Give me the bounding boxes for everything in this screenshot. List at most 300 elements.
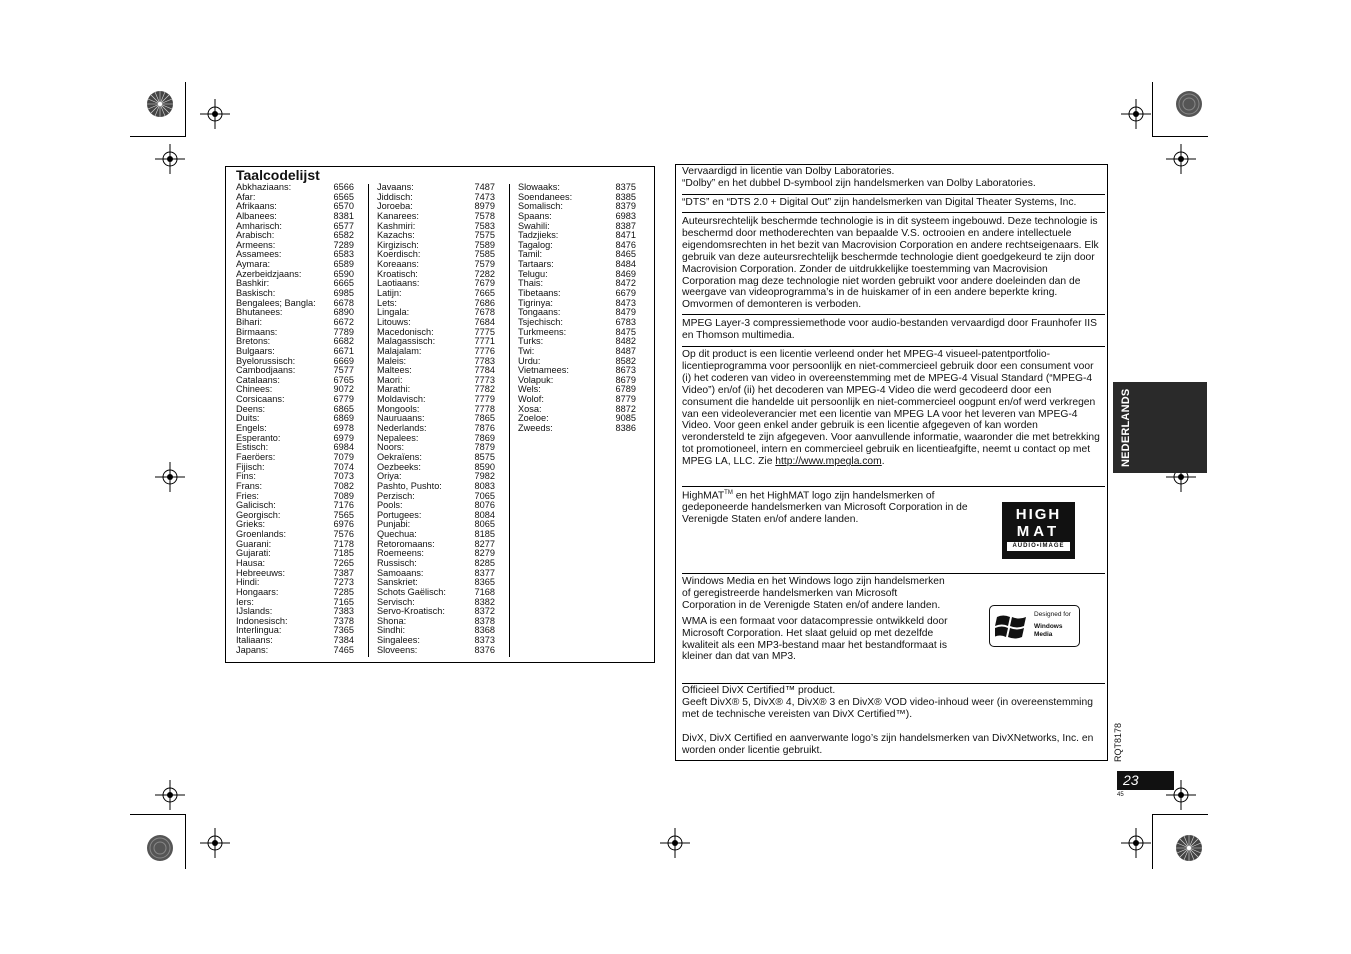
language-name: Malagassisch: xyxy=(377,336,436,347)
language-code: 8084 xyxy=(474,509,495,520)
windows-flag-icon xyxy=(995,611,1031,641)
mp3-notice xyxy=(682,318,1102,342)
language-code: 7779 xyxy=(474,394,495,405)
language-name: Grieks: xyxy=(236,519,266,530)
language-name: Jiddisch: xyxy=(377,191,413,202)
language-name: Catalaans: xyxy=(236,374,280,385)
language-name: Kroatisch: xyxy=(377,268,418,279)
language-code: 7982 xyxy=(474,471,495,482)
doc-code xyxy=(1113,722,1137,762)
language-name: Aymara: xyxy=(236,259,271,270)
language-column xyxy=(236,183,354,655)
language-code: 6789 xyxy=(615,384,636,395)
divider xyxy=(682,314,1105,315)
crop-line xyxy=(1152,814,1153,869)
language-name: Esperanto: xyxy=(236,432,281,443)
language-name: Corsicaans: xyxy=(236,394,285,405)
language-name: Hebreeuws: xyxy=(236,567,286,578)
language-code: 8779 xyxy=(615,394,636,405)
language-name: Guarani: xyxy=(236,538,272,549)
language-name: Kashmiri: xyxy=(377,220,416,231)
language-code: 7876 xyxy=(474,423,495,434)
language-name: Bhutanees: xyxy=(236,307,283,318)
language-name: Marathi: xyxy=(377,384,411,395)
language-name: Twi: xyxy=(518,345,535,356)
language-code: 6577 xyxy=(333,220,354,231)
dolby-text: “Dolby” en het dubbel D-symbool zijn handelsmerken van Dolby Laboratories. xyxy=(682,177,1036,189)
language-name: Sindhi: xyxy=(377,625,406,636)
logo-text: Windows xyxy=(1034,623,1063,630)
divider xyxy=(682,212,1105,213)
language-name: Punjabi: xyxy=(377,519,411,530)
language-code: 8590 xyxy=(474,461,495,472)
language-name: Tadzjieks: xyxy=(518,230,559,241)
language-code: 7079 xyxy=(333,451,354,462)
language-name: Engels: xyxy=(236,423,267,434)
mpegla-link[interactable]: http://www.mpegla.com xyxy=(775,456,882,468)
language-name: Macedonisch: xyxy=(377,326,434,337)
language-name: Galicisch: xyxy=(236,500,276,511)
side-tab-label: NEDERLANDS xyxy=(1120,388,1132,467)
language-name: Samoaans: xyxy=(377,567,424,578)
language-name: Singalees: xyxy=(377,635,420,646)
language-code: 8482 xyxy=(615,336,636,347)
language-name: Deens: xyxy=(236,403,266,414)
divx-notice xyxy=(682,685,1102,757)
language-code: 6589 xyxy=(333,259,354,270)
table-row xyxy=(377,646,495,656)
language-code: 8575 xyxy=(474,451,495,462)
language-name: Albanees: xyxy=(236,210,277,221)
language-code: 8465 xyxy=(615,249,636,260)
language-code: 6865 xyxy=(333,403,354,414)
language-name: Assamees: xyxy=(236,249,282,260)
macrovision-text: Auteursrechtelijk beschermde technologie is in dit systeem ingebouwd. Deze technologie is beschermd door methoderechten van bepaalde V.S. octrooien en andere intellectuele eigendomsrechten in het bezit van Macrovision Corporation en andere rechtseigenaars. Elk gebruik van deze auteursrechtelijk beschermde technologie dient goedgekeurd te zijn door Macrovision Corporation. Zonder de uitdrukkelijke toestemming van Macrovision Corporation mag deze technologie niet worden gebruikt voor andere doeleinden dan de weergave van videoprogramma’s in de huiskamer of in een andere beperkte kring. Omvormen of demonteren is verboden. xyxy=(682,216,1099,311)
language-code: 7282 xyxy=(474,268,495,279)
language-name: Interlingua: xyxy=(236,625,282,636)
language-name: Perzisch: xyxy=(377,490,415,501)
language-code: 7378 xyxy=(333,615,354,626)
language-name: Sanskriet: xyxy=(377,577,418,588)
divider xyxy=(682,194,1105,195)
registration-rosette-icon xyxy=(1175,90,1203,118)
crosshair-icon xyxy=(200,828,230,858)
language-code: 7773 xyxy=(474,374,495,385)
language-code: 8673 xyxy=(615,365,636,376)
language-name: Telugu: xyxy=(518,268,548,279)
dolby-notice xyxy=(682,166,1102,190)
language-code: 7178 xyxy=(333,538,354,549)
language-name: Servisch: xyxy=(377,596,415,607)
crosshair-icon xyxy=(1166,144,1196,174)
language-code: 8387 xyxy=(615,220,636,231)
language-code: 7577 xyxy=(333,365,354,376)
crop-line xyxy=(1152,814,1208,815)
language-code: 6779 xyxy=(333,394,354,405)
highmat-text: HighMAT xyxy=(682,490,725,502)
language-name: Somalisch: xyxy=(518,201,563,212)
language-name: Bulgaars: xyxy=(236,345,275,356)
language-name: Oriya: xyxy=(377,471,402,482)
language-name: Maltees: xyxy=(377,365,412,376)
language-code: 6682 xyxy=(333,336,354,347)
language-column xyxy=(518,183,636,434)
language-name: Servo-Kroatisch: xyxy=(377,606,445,617)
table-title: Taalcodelijst xyxy=(236,167,320,183)
language-code: 6565 xyxy=(333,191,354,202)
language-name: Faeröers: xyxy=(236,451,276,462)
language-name: Gujarati: xyxy=(236,548,271,559)
language-code: 7579 xyxy=(474,259,495,270)
language-name: Pools: xyxy=(377,500,403,511)
language-code: 6765 xyxy=(333,374,354,385)
language-name: Moldavisch: xyxy=(377,394,426,405)
language-name: Nauruaans: xyxy=(377,413,425,424)
language-code: 7065 xyxy=(474,490,495,501)
crosshair-icon xyxy=(1121,99,1151,129)
doc-code-label: RQT8178 xyxy=(1113,722,1123,762)
language-name: Baskisch: xyxy=(236,288,276,299)
language-code: 8279 xyxy=(474,548,495,559)
trademark-notices xyxy=(675,164,1108,761)
windows-media-logo xyxy=(989,605,1080,647)
language-code: 8368 xyxy=(474,625,495,636)
language-name: Fries: xyxy=(236,490,259,501)
language-code: 7089 xyxy=(333,490,354,501)
language-code: 8472 xyxy=(615,278,636,289)
language-code: 7576 xyxy=(333,529,354,540)
mp3-text: MPEG Layer-3 compressiemethode voor audio-bestanden vervaardigd door Fraunhofer IIS en Thomson multimedia. xyxy=(682,318,1097,341)
dts-text: “DTS” en “DTS 2.0 + Digital Out” zijn handelsmerken van Digital Theater Systems, Inc. xyxy=(682,197,1077,208)
language-code: 8484 xyxy=(615,259,636,270)
language-code: 8377 xyxy=(474,567,495,578)
divider xyxy=(682,486,1105,487)
language-name: Schots Gaëlisch: xyxy=(377,586,446,597)
logo-text: Media xyxy=(1034,631,1053,638)
language-code: 8487 xyxy=(615,345,636,356)
language-name: Abkhaziaans: xyxy=(236,182,292,192)
language-code: 8376 xyxy=(474,644,495,655)
language-name: Spaans: xyxy=(518,210,552,221)
language-code: 8076 xyxy=(474,500,495,511)
macrovision-notice xyxy=(682,216,1102,311)
language-name: Javaans: xyxy=(377,182,414,192)
language-code: 7583 xyxy=(474,220,495,231)
language-code: 7771 xyxy=(474,336,495,347)
crosshair-icon xyxy=(155,144,185,174)
language-name: Joroeba: xyxy=(377,201,413,212)
crop-line xyxy=(130,136,186,137)
language-code: 7185 xyxy=(333,548,354,559)
language-name: Soendanees: xyxy=(518,191,573,202)
language-code: 7273 xyxy=(333,577,354,588)
windows-notice xyxy=(682,576,952,663)
language-name: Azerbeidzjaans: xyxy=(236,268,302,279)
language-name: Tagalog: xyxy=(518,239,553,250)
language-name: Chinees: xyxy=(236,384,273,395)
highmat-logo-line: MAT xyxy=(1016,523,1061,540)
language-code: 7865 xyxy=(474,413,495,424)
crosshair-icon xyxy=(155,462,185,492)
language-name: Hongaars: xyxy=(236,586,279,597)
crop-line xyxy=(130,814,186,815)
language-code: 8277 xyxy=(474,538,495,549)
language-name: Fijisch: xyxy=(236,461,265,472)
language-code: 8382 xyxy=(474,596,495,607)
language-code: 8872 xyxy=(615,403,636,414)
language-name: Slowaaks: xyxy=(518,182,560,192)
language-code: 8372 xyxy=(474,606,495,617)
language-name: Groenlands: xyxy=(236,529,287,540)
language-code: 7678 xyxy=(474,307,495,318)
column-divider xyxy=(509,184,510,657)
language-code: 7265 xyxy=(333,557,354,568)
language-name: Hausa: xyxy=(236,557,266,568)
language-column xyxy=(377,183,495,655)
language-name: Bihari: xyxy=(236,316,263,327)
language-name: Noors: xyxy=(377,442,405,453)
highmat-logo-line: AUDIO•IMAGE xyxy=(1007,542,1070,551)
language-code: 6671 xyxy=(333,345,354,356)
logo-text: Designed for xyxy=(1034,611,1071,618)
highmat-text: en het HighMAT logo zijn handelsmerken of gedeponeerde handelsmerken van Microsoft Corporation in de Verenigde Staten en/of andere landen. xyxy=(682,490,968,526)
language-code: 6978 xyxy=(333,423,354,434)
language-code: 7565 xyxy=(333,509,354,520)
language-code: 7684 xyxy=(474,316,495,327)
divider xyxy=(682,573,1105,574)
language-code: 7784 xyxy=(474,365,495,376)
language-name: Tigrinya: xyxy=(518,297,553,308)
language-code: 7487 xyxy=(474,182,495,192)
language-name: Kirgizisch: xyxy=(377,239,419,250)
language-code: 7289 xyxy=(333,239,354,250)
language-code: 7165 xyxy=(333,596,354,607)
language-name: Frans: xyxy=(236,480,263,491)
language-code: 9072 xyxy=(333,384,354,395)
language-name: Koerdisch: xyxy=(377,249,421,260)
language-side-tab xyxy=(1113,382,1207,473)
language-name: Sloveens: xyxy=(377,644,418,655)
language-code: 7387 xyxy=(333,567,354,578)
language-name: Tongaans: xyxy=(518,307,561,318)
language-code: 6985 xyxy=(333,288,354,299)
language-code: 7176 xyxy=(333,500,354,511)
crop-line xyxy=(1152,136,1208,137)
dts-notice xyxy=(682,197,1102,209)
language-name: Litouws: xyxy=(377,316,411,327)
tm-mark: TM xyxy=(724,490,733,496)
language-code: 7686 xyxy=(474,297,495,308)
language-code: 8285 xyxy=(474,557,495,568)
language-code: 7589 xyxy=(474,239,495,250)
language-name: Vietnamees: xyxy=(518,365,569,376)
language-name: Bretons: xyxy=(236,336,271,347)
highmat-logo-line: HIGH xyxy=(1015,506,1062,523)
language-name: Turkmeens: xyxy=(518,326,567,337)
language-name: Latijn: xyxy=(377,288,402,299)
crosshair-icon xyxy=(155,780,185,810)
language-code: 6570 xyxy=(333,201,354,212)
table-row xyxy=(518,424,636,434)
language-name: Cambodjaans: xyxy=(236,365,296,376)
language-code: 6669 xyxy=(333,355,354,366)
language-name: Indonesisch: xyxy=(236,615,288,626)
language-name: Georgisch: xyxy=(236,509,281,520)
language-code: 7778 xyxy=(474,403,495,414)
language-name: Urdu: xyxy=(518,355,541,366)
language-code: 7074 xyxy=(333,461,354,472)
language-code: 7365 xyxy=(333,625,354,636)
language-name: Tartaars: xyxy=(518,259,554,270)
language-code: 6679 xyxy=(615,288,636,299)
crosshair-icon xyxy=(200,99,230,129)
language-name: Turks: xyxy=(518,336,544,347)
language-code: 6984 xyxy=(333,442,354,453)
language-code: 7782 xyxy=(474,384,495,395)
language-code: 7585 xyxy=(474,249,495,260)
language-name: Zoeloe: xyxy=(518,413,549,424)
mpeg4-notice xyxy=(682,349,1102,468)
table-row xyxy=(236,646,354,656)
language-code: 7775 xyxy=(474,326,495,337)
language-code: 8365 xyxy=(474,577,495,588)
language-code: 7384 xyxy=(333,635,354,646)
language-code: 7168 xyxy=(474,586,495,597)
highmat-logo xyxy=(1002,502,1075,559)
language-code: 6583 xyxy=(333,249,354,260)
language-name: Birmaans: xyxy=(236,326,278,337)
mpeg4-text-end: . xyxy=(881,456,885,468)
divider xyxy=(682,683,1105,684)
language-code: 8469 xyxy=(615,268,636,279)
language-code: 7783 xyxy=(474,355,495,366)
language-code: 8083 xyxy=(474,480,495,491)
language-code: 8065 xyxy=(474,519,495,530)
language-name: Nepalees: xyxy=(377,432,419,443)
language-name: Tsjechisch: xyxy=(518,316,563,327)
language-code: 7575 xyxy=(474,230,495,241)
language-name: Thais: xyxy=(518,278,544,289)
language-code: 7789 xyxy=(333,326,354,337)
registration-rosette-icon xyxy=(146,90,174,118)
language-code: 8379 xyxy=(615,201,636,212)
language-code: 6672 xyxy=(333,316,354,327)
language-name: Wels: xyxy=(518,384,541,395)
language-code: 7665 xyxy=(474,288,495,299)
language-name: Roemeens: xyxy=(377,548,424,559)
crosshair-icon xyxy=(660,828,690,858)
divider xyxy=(682,346,1105,347)
language-name: Mongools: xyxy=(377,403,420,414)
language-code: 7776 xyxy=(474,345,495,356)
language-code: 6869 xyxy=(333,413,354,424)
language-code: 6983 xyxy=(615,210,636,221)
language-name: IJslands: xyxy=(236,606,273,617)
language-name: Wolof: xyxy=(518,394,544,405)
divx-text: DivX, DivX Certified en aanverwante logo’s zijn handelsmerken van DivXNetworks, Inc. en worden onder licentie gebruikt. xyxy=(682,732,1094,756)
language-code: 6979 xyxy=(333,432,354,443)
language-code: 7869 xyxy=(474,432,495,443)
language-name: Koreaans: xyxy=(377,259,419,270)
language-code: 8479 xyxy=(615,307,636,318)
language-code: 8378 xyxy=(474,615,495,626)
language-code: 8373 xyxy=(474,635,495,646)
language-code: 8471 xyxy=(615,230,636,241)
language-code: 8381 xyxy=(333,210,354,221)
language-name: Kanarees: xyxy=(377,210,419,221)
language-name: Estisch: xyxy=(236,442,269,453)
language-name: Tibetaans: xyxy=(518,288,561,299)
language-name: Iers: xyxy=(236,596,254,607)
crop-line xyxy=(185,814,186,869)
language-name: Quechua: xyxy=(377,529,417,540)
language-name: Volapuk: xyxy=(518,374,554,385)
wma-text: WMA is een formaat voor datacompressie ontwikkeld door Microsoft Corporation. Het slaat geluid op met dezelfde kwaliteit als een MP3-bestand maar het bestandformaat is kleiner dan dat van MP3. xyxy=(682,615,948,663)
mpeg4-text: Op dit product is een licentie verleend onder het MPEG-4 visueel-patentportfolio-licentieprogramma voor persoonlijk en niet-commercieel gebruik door een consument voor (i) het coderen van video in overeenstemming met de MPEG-4 Visual Standard (“MPEG-4 Video”) en/of (ii) het decoderen van MPEG-4 Video die werd gecodeerd door een consument die handelde uit persoonlijk en niet-commercieel oogpunt en/of werd verkregen van een videoleverancier met een licentie van MPEG LA voor het leveren van MPEG-4 Video. Voor geen enkel ander gebruik is een licentie afgegeven of kan worden verondersteld te zijn afgegeven. Voor aanvullende informatie, waaronder die met betrekking tot promotioneel, intern en commercieel gebruik en licentieafgifte, neemt u contact op met MPEG LA, LLC. Zie xyxy=(682,349,1100,468)
divx-text: Geeft DivX® 5, DivX® 4, DivX® 3 en DivX® VOD video-inhoud weer (in overeenstemming met de technische vereisten van DivX Certified™). xyxy=(682,696,1093,720)
language-code: 8185 xyxy=(474,529,495,540)
language-code: 6582 xyxy=(333,230,354,241)
language-code: 7578 xyxy=(474,210,495,221)
small-page-number: 45 xyxy=(1117,792,1124,798)
language-name: Hindi: xyxy=(236,577,260,588)
language-code: 8385 xyxy=(615,191,636,202)
windows-text: Windows Media en het Windows logo zijn handelsmerken of geregistreerde handelsmerken van Microsoft Corporation in de Verenigde Staten en/of andere landen. xyxy=(682,576,945,611)
language-code: 6678 xyxy=(333,297,354,308)
crop-line xyxy=(185,82,186,137)
language-name: Amharisch: xyxy=(236,220,282,231)
page-number: 23 xyxy=(1117,771,1174,790)
language-code: 7082 xyxy=(333,480,354,491)
language-name: Kazachs: xyxy=(377,230,415,241)
language-code: 6976 xyxy=(333,519,354,530)
column-divider xyxy=(368,184,369,657)
language-name: Italiaans: xyxy=(236,635,273,646)
language-code: 8679 xyxy=(615,374,636,385)
language-name: Lets: xyxy=(377,297,397,308)
language-code: 7679 xyxy=(474,278,495,289)
language-name: Arabisch: xyxy=(236,230,275,241)
language-name: Fins: xyxy=(236,471,256,482)
language-code: 7285 xyxy=(333,586,354,597)
language-name: Maori: xyxy=(377,374,403,385)
language-code: 8475 xyxy=(615,326,636,337)
language-name: Japans: xyxy=(236,644,269,655)
language-code: 8375 xyxy=(615,182,636,192)
language-code: 8473 xyxy=(615,297,636,308)
language-code: 6783 xyxy=(615,316,636,327)
dolby-text: Vervaardigd in licentie van Dolby Laboratories. xyxy=(682,166,895,177)
language-code: 6590 xyxy=(333,268,354,279)
language-name: Duits: xyxy=(236,413,260,424)
language-code: 6566 xyxy=(333,182,354,192)
language-name: Oekraïens: xyxy=(377,451,422,462)
highmat-notice xyxy=(682,488,977,526)
language-name: Maleis: xyxy=(377,355,407,366)
language-name: Tamil: xyxy=(518,249,542,260)
language-code: 8582 xyxy=(615,355,636,366)
language-name: Afrikaans: xyxy=(236,201,277,212)
language-code: 8476 xyxy=(615,239,636,250)
language-name: Lingala: xyxy=(377,307,410,318)
language-name: Retoromaans: xyxy=(377,538,435,549)
crosshair-icon xyxy=(1121,828,1151,858)
language-code: 7073 xyxy=(333,471,354,482)
language-code: 7465 xyxy=(333,644,354,655)
language-name: Russisch: xyxy=(377,557,417,568)
language-name: Pashto, Pushto: xyxy=(377,480,442,491)
language-name: Oezbeeks: xyxy=(377,461,421,472)
